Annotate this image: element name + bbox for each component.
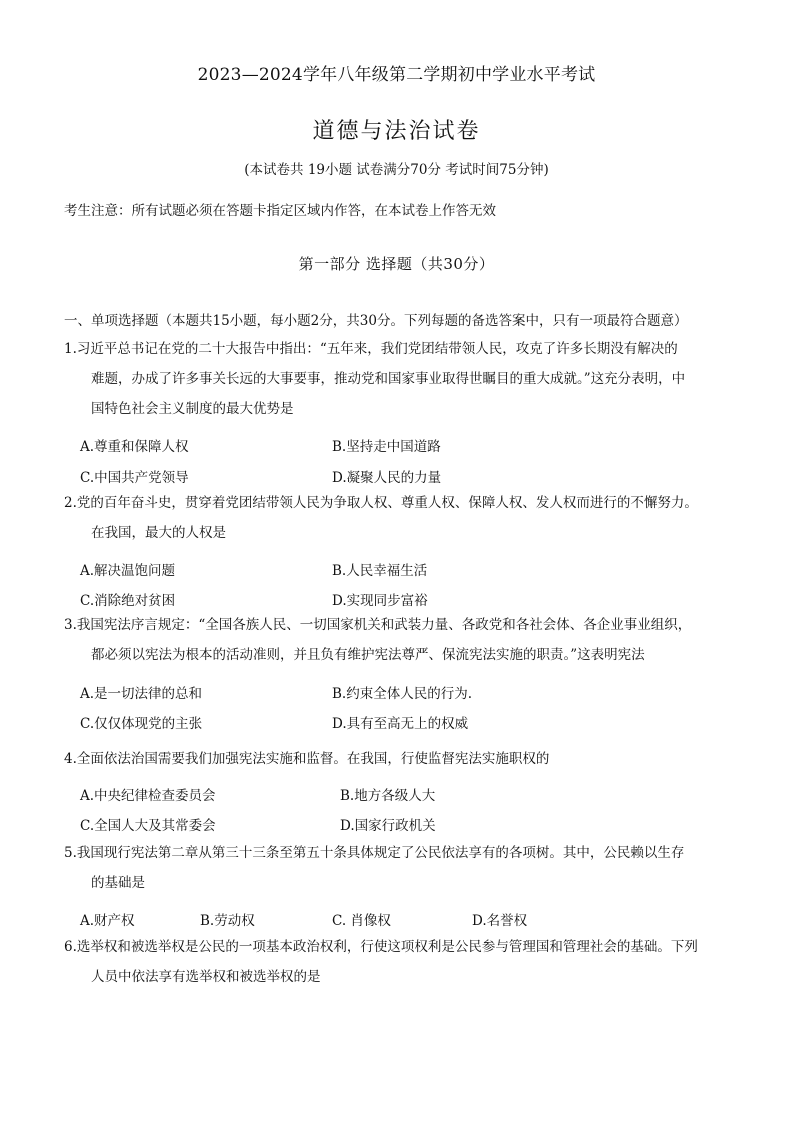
option-c: C.全国人大及其常委会	[80, 818, 216, 834]
option-c: C. 肖像权	[332, 913, 391, 929]
option-b: B.地方各级人大	[340, 788, 436, 804]
option-b: B.人民幸福生活	[332, 563, 428, 579]
option-d: D.凝聚人民的力量	[332, 470, 442, 486]
question-text: 2.党的百年奋斗史，贯穿着党团结带领人民为争取人权、尊重人权、保障人权、发人权而进行的不懈努力。	[64, 495, 698, 511]
option-c: C.中国共产党领导	[80, 470, 189, 486]
question-text: 难题，办成了许多事关长远的大事要事，推动党和国家事业取得世瞩目的重大成就。”这充分表明，中	[91, 371, 686, 387]
question-text: 4.全面依法治国需要我们加强宪法实施和监督。在我国，行使监督宪法实施职权的	[64, 751, 550, 767]
option-a: A.是一切法律的总和	[80, 686, 203, 702]
question-text: 在我国，最大的人权是	[91, 525, 226, 541]
question-text: 都必须以宪法为根本的活动准则，并且负有维护宪法尊严、保流宪法实施的职责。”这表明宪法	[91, 647, 645, 663]
exam-notice: 考生注意：所有试题必须在答题卡指定区域内作答，在本试卷上作答无效	[64, 203, 496, 219]
option-b: B.劳动权	[200, 913, 255, 929]
option-b: B.约束全体人民的行为.	[332, 686, 473, 702]
option-b: B.坚持走中国道路	[332, 439, 441, 455]
exam-info: (本试卷共 19小题 试卷满分70分 考试时间75分钟)	[244, 162, 549, 178]
option-d: D.具有至高无上的权威	[332, 716, 469, 732]
question-text: 1.习近平总书记在党的二十大报告中指出：“五年来，我们党团结带领人民，攻克了许多长期没有解决的	[64, 341, 678, 357]
part-one-title: 第一部分 选择题（共30分）	[298, 255, 495, 273]
question-text: 5.我国现行宪法第二章从第三十三条至第五十条具体规定了公民依法享有的各项树。其中，公民赖以生存	[64, 845, 685, 861]
option-a: A.尊重和保障人权	[80, 439, 189, 455]
question-text: 的基础是	[91, 875, 145, 891]
question-text: 国特色社会主义制度的最大优势是	[91, 401, 294, 417]
option-c: C.消除绝对贫困	[80, 593, 176, 609]
subject-title: 道德与法治试卷	[312, 119, 481, 144]
option-a: A.解决温饱问题	[80, 563, 176, 579]
question-text: 6.选举权和被选举权是公民的一项基本政治权利，行使这项权利是公民参与管理国和管理社会的基础。下列	[64, 939, 698, 955]
option-a: A.财产权	[80, 913, 135, 929]
exam-title: 2023—2024学年八年级第二学期初中学业水平考试	[197, 65, 596, 85]
option-d: D.名誉权	[472, 913, 528, 929]
question-text: 3.我国宪法序言规定：“全国各族人民、一切国家机关和武装力量、各政党和各社会体、各企业事业组织，	[64, 617, 692, 633]
section-title: 一、单项选择题（本题共15小题，每小题2分，共30分。下列每题的备选答案中，只有一项最符合题意）	[64, 313, 688, 329]
option-a: A.中央纪律检查委员会	[80, 788, 216, 804]
question-text: 人员中依法享有选举权和被选举权的是	[91, 969, 321, 985]
option-d: D.国家行政机关	[340, 818, 436, 834]
option-d: D.实现同步富裕	[332, 593, 428, 609]
option-c: C.仅仅体现党的主张	[80, 716, 203, 732]
